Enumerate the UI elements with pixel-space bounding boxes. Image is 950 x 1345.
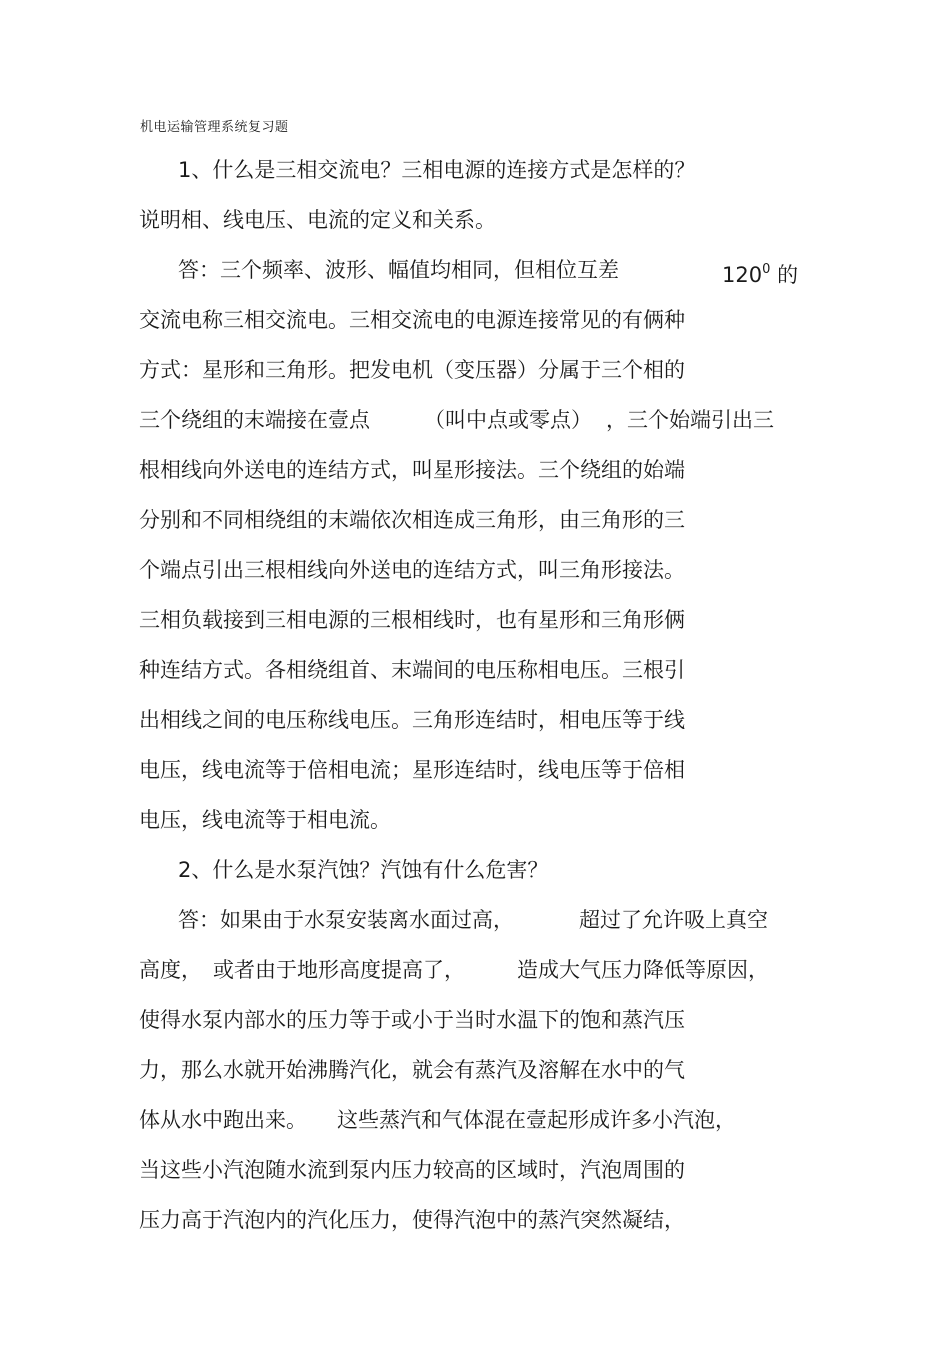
answer-1-line-1a: 答：三个频率、波形、幅值均相同，但相位互差 — [178, 258, 619, 282]
answer-1-line-3: 方式：星形和三角形。把发电机（变压器）分属于三个相的 — [139, 358, 685, 382]
phase-angle-degree: 0 — [762, 262, 771, 277]
document-header: 机电运输管理系统复习题 — [140, 120, 289, 135]
answer-2-line-5b: 这些蒸汽和气体混在壹起形成许多小汽泡， — [337, 1108, 736, 1132]
question-1-line-1: 1、什么是三相交流电？三相电源的连接方式是怎样的？ — [178, 158, 696, 182]
answer-1-line-12: 电压，线电流等于相电流。 — [139, 808, 391, 832]
answer-1-line-11: 电压，线电流等于倍相电流；星形连结时，线电压等于倍相 — [139, 758, 685, 782]
answer-1-line-4c: ，三个始端引出三 — [606, 408, 774, 432]
answer-2-line-4: 力，那么水就开始沸腾汽化，就会有蒸汽及溶解在水中的气 — [139, 1058, 685, 1082]
answer-2-line-1b: 超过了允许吸上真空 — [579, 908, 768, 932]
answer-2-line-6: 当这些小汽泡随水流到泵内压力较高的区域时，汽泡周围的 — [139, 1158, 685, 1182]
answer-2-line-1a: 答：如果由于水泵安装离水面过高， — [178, 908, 514, 932]
answer-2-line-3: 使得水泵内部水的压力等于或小于当时水温下的饱和蒸汽压 — [139, 1008, 685, 1032]
answer-1-line-4b: （叫中点或零点） — [424, 408, 592, 432]
question-1-line-2: 说明相、线电压、电流的定义和关系。 — [139, 208, 496, 232]
answer-1-line-6: 分别和不同相绕组的末端依次相连成三角形，由三角形的三 — [139, 508, 685, 532]
answer-2-line-7: 压力高于汽泡内的汽化压力，使得汽泡中的蒸汽突然凝结， — [139, 1208, 685, 1232]
answer-2-line-2c: 造成大气压力降低等原因， — [517, 958, 769, 982]
answer-1-line-4a: 三个绕组的末端接在壹点 — [139, 408, 370, 432]
answer-1-line-5: 根相线向外送电的连结方式，叫星形接法。三个绕组的始端 — [139, 458, 685, 482]
question-2-line-1: 2、什么是水泵汽蚀？汽蚀有什么危害？ — [178, 858, 549, 882]
answer-2-line-2b: 或者由于地形高度提高了， — [213, 958, 465, 982]
phase-angle-suffix: 的 — [777, 263, 799, 287]
answer-1-line-10: 出相线之间的电压称线电压。三角形连结时，相电压等于线 — [139, 708, 685, 732]
answer-1-phase-angle — [722, 255, 798, 290]
answer-2-line-2a: 高度， — [139, 958, 202, 982]
phase-angle-value: 120 — [722, 263, 763, 287]
answer-1-line-2: 交流电称三相交流电。三相交流电的电源连接常见的有俩种 — [139, 308, 685, 332]
answer-1-line-9: 种连结方式。各相绕组首、末端间的电压称相电压。三根引 — [139, 658, 685, 682]
answer-1-line-8: 三相负载接到三相电源的三根相线时，也有星形和三角形俩 — [139, 608, 685, 632]
answer-1-line-7: 个端点引出三根相线向外送电的连结方式，叫三角形接法。 — [139, 558, 685, 582]
answer-2-line-5a: 体从水中跑出来。 — [139, 1108, 307, 1132]
